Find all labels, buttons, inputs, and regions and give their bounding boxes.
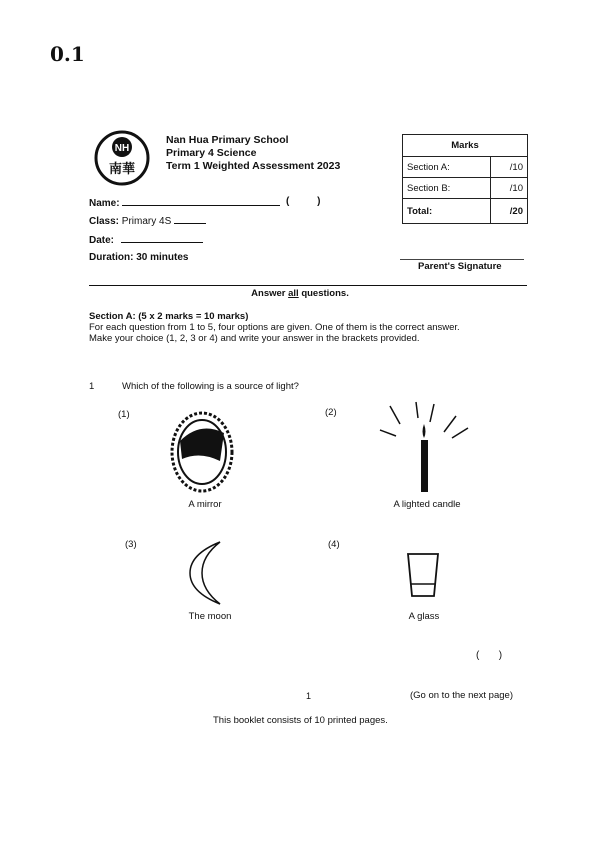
marks-table: [402, 134, 528, 224]
question-text: Which of the following is a source of light?: [122, 381, 299, 392]
table-row: [403, 157, 528, 178]
go-on-note: (Go on to the next page): [410, 690, 513, 701]
answer-brackets[interactable]: ( ): [476, 650, 503, 661]
table-row: [403, 199, 528, 224]
option-number: (4): [328, 539, 340, 550]
option-number: (2): [325, 407, 337, 418]
school-logo: [94, 130, 150, 186]
emphasis-all: all: [288, 288, 299, 299]
class-line: [174, 214, 206, 224]
signature-line: [400, 259, 524, 260]
name-label: Name:: [89, 198, 120, 209]
class-field: [89, 214, 206, 227]
booklet-note: This booklet consists of 10 printed pages.: [213, 715, 388, 726]
subject-title: Primary 4 Science: [166, 147, 257, 159]
logo-chinese: 南華: [108, 162, 136, 177]
class-label: Class:: [89, 216, 120, 227]
duration: Duration: 30 minutes: [89, 252, 189, 263]
option-caption: The moon: [188, 611, 232, 622]
name-field: [89, 196, 280, 209]
date-field: [89, 233, 203, 246]
option-number: (3): [125, 539, 137, 550]
name-line[interactable]: [122, 196, 280, 206]
section-a-instructions: [89, 311, 460, 344]
question-number: 1: [89, 381, 95, 392]
section-heading: Section A: (5 x 2 marks = 10 marks): [89, 311, 249, 322]
glass-icon: [406, 552, 440, 598]
row-value: /10: [490, 178, 527, 199]
option-caption: A mirror: [188, 499, 222, 510]
option-number: (1): [118, 409, 130, 420]
index-number-paren: ( ): [286, 196, 321, 207]
option-caption: A glass: [408, 611, 440, 622]
row-value: /20: [490, 199, 527, 224]
parent-signature: Parent's Signature: [418, 261, 502, 272]
page-corner-label: 0.1: [50, 42, 85, 66]
school-name: Nan Hua Primary School: [166, 134, 289, 146]
mirror-icon: [170, 411, 234, 493]
row-label: Section B:: [403, 178, 491, 199]
date-label: Date:: [89, 235, 115, 246]
instruction-line-1: For each question from 1 to 5, four options are given. One of them is the correct answer.: [89, 322, 460, 333]
logo-initials: NH: [114, 143, 130, 154]
candle-icon: [374, 400, 474, 494]
assessment-title: Term 1 Weighted Assessment 2023: [166, 160, 341, 172]
row-label: Section A:: [403, 157, 491, 178]
option-caption: A lighted candle: [393, 499, 461, 510]
row-label: Total:: [403, 199, 491, 224]
answer-all-instruction: Answer all questions.: [251, 288, 349, 299]
row-value: /10: [490, 157, 527, 178]
header-block: [166, 134, 340, 173]
divider: [89, 285, 527, 286]
table-row: [403, 178, 528, 199]
instruction-line-2: Make your choice (1, 2, 3 or 4) and write your answer in the brackets provided.: [89, 333, 420, 344]
moon-icon: [184, 540, 230, 606]
page-number: 1: [306, 691, 312, 701]
class-value: Primary 4S: [121, 216, 172, 227]
marks-heading: Marks: [403, 135, 528, 157]
date-line[interactable]: [121, 233, 203, 243]
